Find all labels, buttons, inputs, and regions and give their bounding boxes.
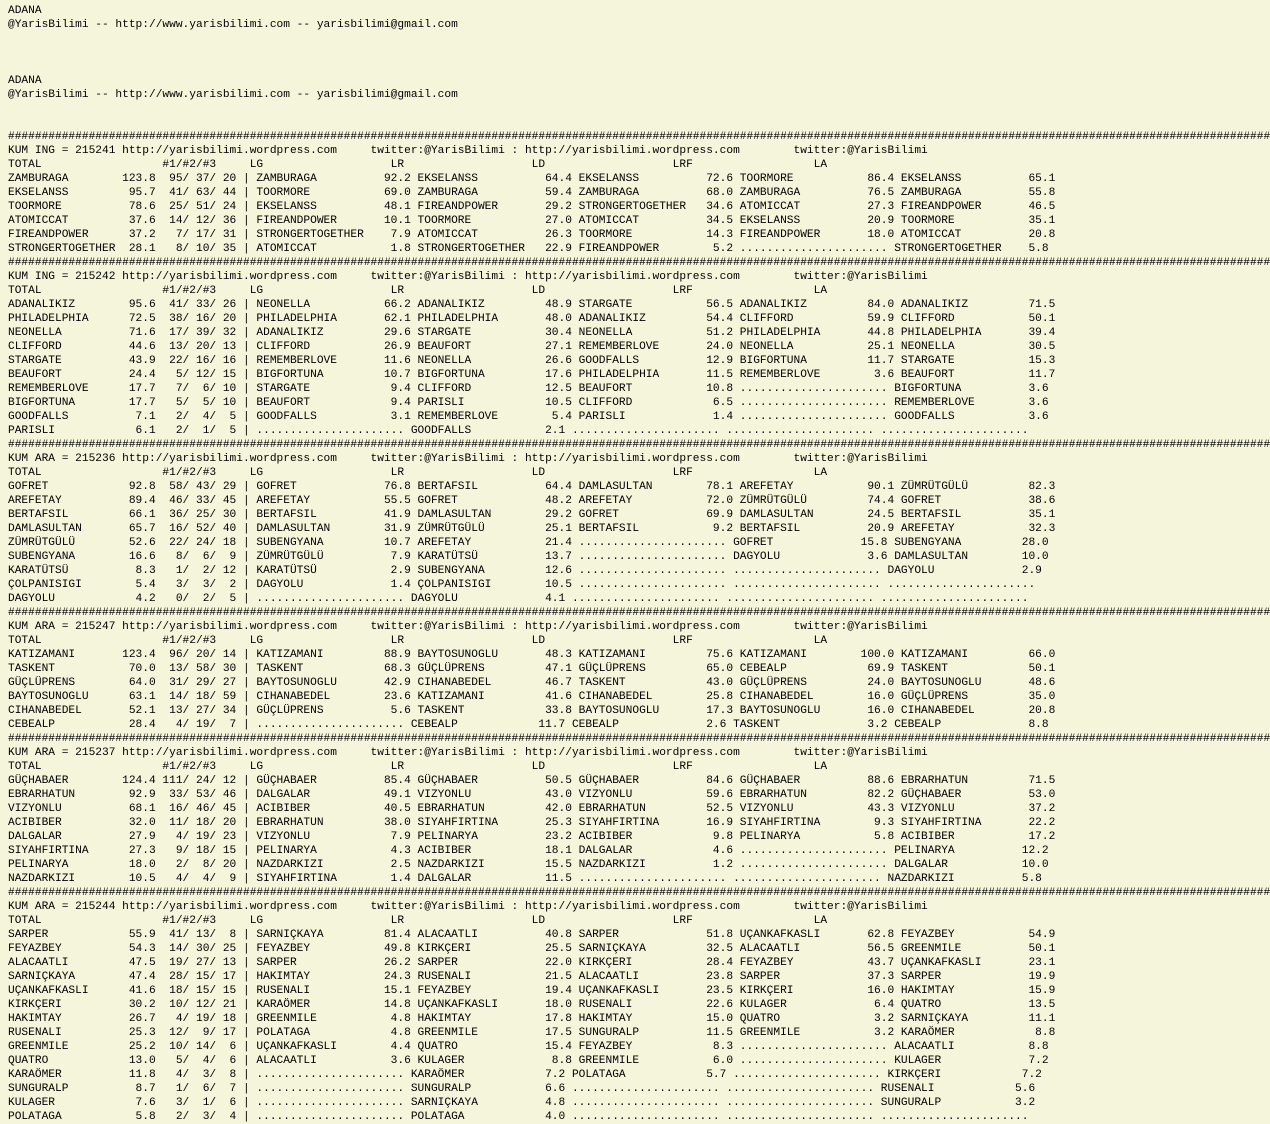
- report-line: TOTAL #1/#2/#3 LG LR LD LRF LA: [8, 159, 828, 171]
- report-line: @YarisBilimi -- http://www.yarisbilimi.com -- yarisbilimi@gmail.com: [8, 89, 458, 101]
- report-line: TOTAL #1/#2/#3 LG LR LD LRF LA: [8, 761, 828, 773]
- report-line: SARPER 55.9 41/ 13/ 8 | SARNIÇKAYA 81.4 ALACAATLI 40.8 SARPER 51.8 UÇANKAFKASLI 62.8 FEYAZBEY 54.9: [8, 929, 1056, 941]
- report-line: ACIBIBER 32.0 11/ 18/ 20 | EBRARHATUN 38.0 SIYAHFIRTINA 25.3 SIYAHFIRTINA 16.9 SIYAHFIRTINA 9.3 SIYAHFIRTINA 22.2: [8, 817, 1056, 829]
- report-line: [8, 60, 1073, 74]
- report-line: GOFRET 92.8 58/ 43/ 29 | GOFRET 76.8 BERTAFSIL 64.4 DAMLASULTAN 78.1 AREFETAY 90.1 ZÜMRÜTGÜLÜ 82.3: [8, 481, 1056, 493]
- report-line: [8, 32, 1073, 46]
- report-line: QUATRO 13.0 5/ 4/ 6 | ALACAATLI 3.6 KULAGER 8.8 GREENMILE 6.0 ...................... KULAGER 7.2: [8, 1055, 1049, 1067]
- report-line: GREENMILE 25.2 10/ 14/ 6 | UÇANKAFKASLI 4.4 QUATRO 15.4 FEYAZBEY 8.3 ...................... ALACAATLI 8.8: [8, 1041, 1049, 1053]
- report-line: ADANA: [8, 75, 42, 87]
- report-line: [8, 116, 1073, 130]
- report-line: ############################################################################################################################################################################################: [8, 887, 1270, 899]
- report-line: NAZDARKIZI 10.5 4/ 4/ 9 | SIYAHFIRTINA 1.4 DALGALAR 11.5 ...................... ...................... NAZDARKIZI 5.8: [8, 873, 1042, 885]
- report-line: KIRKÇERI 30.2 10/ 12/ 21 | KARAÖMER 14.8 UÇANKAFKASLI 18.0 RUSENALI 22.6 KULAGER 6.4 QUATRO 13.5: [8, 999, 1056, 1011]
- report-line: KUM ARA = 215237 http://yarisbilimi.wordpress.com twitter:@YarisBilimi : http://yarisbilimi.wordpress.com twitter:@YarisBilimi: [8, 747, 928, 759]
- report-line: TASKENT 70.0 13/ 58/ 30 | TASKENT 68.3 GÜÇLÜPRENS 47.1 GÜÇLÜPRENS 65.0 CEBEALP 69.9 TASKENT 50.1: [8, 663, 1056, 675]
- report-line: PHILADELPHIA 72.5 38/ 16/ 20 | PHILADELPHIA 62.1 PHILADELPHIA 48.0 ADANALIKIZ 54.4 CLIFFORD 59.9 CLIFFORD 50.1: [8, 313, 1056, 325]
- report-line: EBRARHATUN 92.9 33/ 53/ 46 | DALGALAR 49.1 VIZYONLU 43.0 VIZYONLU 59.6 EBRARHATUN 82.2 GÜÇHABAER 53.0: [8, 789, 1056, 801]
- report-line: ADANA: [8, 5, 42, 17]
- report-line: CIHANABEDEL 52.1 13/ 27/ 34 | GÜÇLÜPRENS 5.6 TASKENT 33.8 BAYTOSUNOGLU 17.3 BAYTOSUNOGLU 16.0 CIHANABEDEL 20.8: [8, 705, 1056, 717]
- report-line: PELINARYA 18.0 2/ 8/ 20 | NAZDARKIZI 2.5 NAZDARKIZI 15.5 NAZDARKIZI 1.2 ...................... DALGALAR 10.0: [8, 859, 1049, 871]
- report-line: ############################################################################################################################################################################################: [8, 733, 1270, 745]
- report-line: GÜÇHABAER 124.4 111/ 24/ 12 | GÜÇHABAER 85.4 GÜÇHABAER 50.5 GÜÇHABAER 84.6 GÜÇHABAER 88.6 EBRARHATUN 71.5: [8, 775, 1056, 787]
- report-line: SUBENGYANA 16.6 8/ 6/ 9 | ZÜMRÜTGÜLÜ 7.9 KARATÜTSÜ 13.7 ...................... DAGYOLU 3.6 DAMLASULTAN 10.0: [8, 551, 1049, 563]
- report-line: ALACAATLI 47.5 19/ 27/ 13 | SARPER 26.2 SARPER 22.0 KIRKÇERI 28.4 FEYAZBEY 43.7 UÇANKAFKASLI 23.1: [8, 957, 1056, 969]
- report-line: ############################################################################################################################################################################################: [8, 439, 1270, 451]
- report-line: [8, 102, 1073, 116]
- report-line: DALGALAR 27.9 4/ 19/ 23 | VIZYONLU 7.9 PELINARYA 23.2 ACIBIBER 9.8 PELINARYA 5.8 ACIBIBER 17.2: [8, 831, 1056, 843]
- report-line: KUM ING = 215241 http://yarisbilimi.wordpress.com twitter:@YarisBilimi : http://yarisbilimi.wordpress.com twitter:@YarisBilimi: [8, 145, 928, 157]
- report-line: TOTAL #1/#2/#3 LG LR LD LRF LA: [8, 635, 828, 647]
- report-line: NEONELLA 71.6 17/ 39/ 32 | ADANALIKIZ 29.6 STARGATE 30.4 NEONELLA 51.2 PHILADELPHIA 44.8 PHILADELPHIA 39.4: [8, 327, 1056, 339]
- report-line: STARGATE 43.9 22/ 16/ 16 | REMEMBERLOVE 11.6 NEONELLA 26.6 GOODFALLS 12.9 BIGFORTUNA 11.7 STARGATE 15.3: [8, 355, 1056, 367]
- report-line: RUSENALI 25.3 12/ 9/ 17 | POLATAGA 4.8 GREENMILE 17.5 SUNGURALP 11.5 GREENMILE 3.2 KARAÖMER 8.8: [8, 1027, 1056, 1039]
- report-line: KUM ARA = 215236 http://yarisbilimi.wordpress.com twitter:@YarisBilimi : http://yarisbilimi.wordpress.com twitter:@YarisBilimi: [8, 453, 928, 465]
- report-line: CEBEALP 28.4 4/ 19/ 7 | ...................... CEBEALP 11.7 CEBEALP 2.6 TASKENT 3.2 CEBEALP 8.8: [8, 719, 1049, 731]
- report-line: PARISLI 6.1 2/ 1/ 5 | ...................... GOODFALLS 2.1 ...................... ...................... ......................: [8, 425, 1029, 437]
- report-line: TOTAL #1/#2/#3 LG LR LD LRF LA: [8, 285, 828, 297]
- report-line: KARAÖMER 11.8 4/ 3/ 8 | ...................... KARAÖMER 7.2 POLATAGA 5.7 ...................... KIRKÇERI 7.2: [8, 1069, 1042, 1081]
- report-line: STRONGERTOGETHER 28.1 8/ 10/ 35 | ATOMICCAT 1.8 STRONGERTOGETHER 22.9 FIREANDPOWER 5.2 ...................... STRONGERTOGETHER 5.8: [8, 243, 1049, 255]
- report-line: [8, 46, 1073, 60]
- report-line: DAMLASULTAN 65.7 16/ 52/ 40 | DAMLASULTAN 31.9 ZÜMRÜTGÜLÜ 25.1 BERTAFSIL 9.2 BERTAFSIL 20.9 AREFETAY 32.3: [8, 523, 1056, 535]
- report-line: BAYTOSUNOGLU 63.1 14/ 18/ 59 | CIHANABEDEL 23.6 KATIZAMANI 41.6 CIHANABEDEL 25.8 CIHANABEDEL 16.0 GÜÇLÜPRENS 35.0: [8, 691, 1056, 703]
- report-line: ############################################################################################################################################################################################: [8, 607, 1270, 619]
- report-line: ############################################################################################################################################################################################: [8, 257, 1270, 269]
- report-line: DAGYOLU 4.2 0/ 2/ 5 | ...................... DAGYOLU 4.1 ...................... ...................... ......................: [8, 593, 1029, 605]
- report-line: BIGFORTUNA 17.7 5/ 5/ 10 | BEAUFORT 9.4 PARISLI 10.5 CLIFFORD 6.5 ...................... REMEMBERLOVE 3.6: [8, 397, 1049, 409]
- report-line: FEYAZBEY 54.3 14/ 30/ 25 | FEYAZBEY 49.8 KIRKÇERI 25.5 SARNIÇKAYA 32.5 ALACAATLI 56.5 GREENMILE 50.1: [8, 943, 1056, 955]
- report-line: KUM ARA = 215247 http://yarisbilimi.wordpress.com twitter:@YarisBilimi : http://yarisbilimi.wordpress.com twitter:@YarisBilimi: [8, 621, 928, 633]
- report-line: ADANALIKIZ 95.6 41/ 33/ 26 | NEONELLA 66.2 ADANALIKIZ 48.9 STARGATE 56.5 ADANALIKIZ 84.0 ADANALIKIZ 71.5: [8, 299, 1056, 311]
- report-line: KATIZAMANI 123.4 96/ 20/ 14 | KATIZAMANI 88.9 BAYTOSUNOGLU 48.3 KATIZAMANI 75.6 KATIZAMANI 100.0 KATIZAMANI 66.0: [8, 649, 1056, 661]
- report-line: BERTAFSIL 66.1 36/ 25/ 30 | BERTAFSIL 41.9 DAMLASULTAN 29.2 GOFRET 69.9 DAMLASULTAN 24.5 BERTAFSIL 35.1: [8, 509, 1056, 521]
- report-line: ############################################################################################################################################################################################: [8, 131, 1270, 143]
- report-line: GÜÇLÜPRENS 64.0 31/ 29/ 27 | BAYTOSUNOGLU 42.9 CIHANABEDEL 46.7 TASKENT 43.0 GÜÇLÜPRENS 24.0 BAYTOSUNOGLU 48.6: [8, 677, 1056, 689]
- report-line: VIZYONLU 68.1 16/ 46/ 45 | ACIBIBER 40.5 EBRARHATUN 42.0 EBRARHATUN 52.5 VIZYONLU 43.3 VIZYONLU 37.2: [8, 803, 1056, 815]
- report-line: KARATÜTSÜ 8.3 1/ 2/ 12 | KARATÜTSÜ 2.9 SUBENGYANA 12.6 ...................... ...................... DAGYOLU 2.9: [8, 565, 1042, 577]
- report-line: REMEMBERLOVE 17.7 7/ 6/ 10 | STARGATE 9.4 CLIFFORD 12.5 BEAUFORT 10.8 ...................... BIGFORTUNA 3.6: [8, 383, 1049, 395]
- report-line: ATOMICCAT 37.6 14/ 12/ 36 | FIREANDPOWER 10.1 TOORMORE 27.0 ATOMICCAT 34.5 EKSELANSS 20.9 TOORMORE 35.1: [8, 215, 1056, 227]
- report-line: POLATAGA 5.8 2/ 3/ 4 | ...................... POLATAGA 4.0 ...................... ...................... ......................: [8, 1111, 1029, 1123]
- report-line: KULAGER 7.6 3/ 1/ 6 | ...................... SARNIÇKAYA 4.8 ...................... ...................... SUNGURALP 3.2: [8, 1097, 1036, 1109]
- report-line: KUM ING = 215242 http://yarisbilimi.wordpress.com twitter:@YarisBilimi : http://yarisbilimi.wordpress.com twitter:@YarisBilimi: [8, 271, 928, 283]
- report-line: TOORMORE 78.6 25/ 51/ 24 | EKSELANSS 48.1 FIREANDPOWER 29.2 STRONGERTOGETHER 34.6 ATOMICCAT 27.3 FIREANDPOWER 46.5: [8, 201, 1056, 213]
- report-line: SARNIÇKAYA 47.4 28/ 15/ 17 | HAKIMTAY 24.3 RUSENALI 21.5 ALACAATLI 23.8 SARPER 37.3 SARPER 19.9: [8, 971, 1056, 983]
- report-line: @YarisBilimi -- http://www.yarisbilimi.com -- yarisbilimi@gmail.com: [8, 19, 458, 31]
- report-line: ZAMBURAGA 123.8 95/ 37/ 20 | ZAMBURAGA 92.2 EKSELANSS 64.4 EKSELANSS 72.6 TOORMORE 86.4 EKSELANSS 65.1: [8, 173, 1056, 185]
- report-line: UÇANKAFKASLI 41.6 18/ 15/ 15 | RUSENALI 15.1 FEYAZBEY 19.4 UÇANKAFKASLI 23.5 KIRKÇERI 16.0 HAKIMTAY 15.9: [8, 985, 1056, 997]
- report-line: FIREANDPOWER 37.2 7/ 17/ 31 | STRONGERTOGETHER 7.9 ATOMICCAT 26.3 TOORMORE 14.3 FIREANDPOWER 18.0 ATOMICCAT 20.8: [8, 229, 1056, 241]
- report-line: TOTAL #1/#2/#3 LG LR LD LRF LA: [8, 915, 828, 927]
- report-line: SIYAHFIRTINA 27.3 9/ 18/ 15 | PELINARYA 4.3 ACIBIBER 18.1 DALGALAR 4.6 ...................... PELINARYA 12.2: [8, 845, 1049, 857]
- report-line: KUM ARA = 215244 http://yarisbilimi.wordpress.com twitter:@YarisBilimi : http://yarisbilimi.wordpress.com twitter:@YarisBilimi: [8, 901, 928, 913]
- report-line: AREFETAY 89.4 46/ 33/ 45 | AREFETAY 55.5 GOFRET 48.2 AREFETAY 72.0 ZÜMRÜTGÜLÜ 74.4 GOFRET 38.6: [8, 495, 1056, 507]
- report-line: ÇOLPANISIGI 5.4 3/ 3/ 2 | DAGYOLU 1.4 ÇOLPANISIGI 10.5 ...................... ...................... ......................: [8, 579, 1036, 591]
- report-line: ZÜMRÜTGÜLÜ 52.6 22/ 24/ 18 | SUBENGYANA 10.7 AREFETAY 21.4 ...................... GOFRET 15.8 SUBENGYANA 28.0: [8, 537, 1049, 549]
- report-line: HAKIMTAY 26.7 4/ 19/ 18 | GREENMILE 4.8 HAKIMTAY 17.8 HAKIMTAY 15.0 QUATRO 3.2 SARNIÇKAYA 11.1: [8, 1013, 1056, 1025]
- report-line: CLIFFORD 44.6 13/ 20/ 13 | CLIFFORD 26.9 BEAUFORT 27.1 REMEMBERLOVE 24.0 NEONELLA 25.1 NEONELLA 30.5: [8, 341, 1056, 353]
- report-line: TOTAL #1/#2/#3 LG LR LD LRF LA: [8, 467, 828, 479]
- report-line: GOODFALLS 7.1 2/ 4/ 5 | GOODFALLS 3.1 REMEMBERLOVE 5.4 PARISLI 1.4 ...................... GOODFALLS 3.6: [8, 411, 1049, 423]
- report-line: SUNGURALP 8.7 1/ 6/ 7 | ...................... SUNGURALP 6.6 ...................... ...................... RUSENALI 5.6: [8, 1083, 1036, 1095]
- report-line: EKSELANSS 95.7 41/ 63/ 44 | TOORMORE 69.0 ZAMBURAGA 59.4 ZAMBURAGA 68.0 ZAMBURAGA 76.5 ZAMBURAGA 55.8: [8, 187, 1056, 199]
- report-line: BEAUFORT 24.4 5/ 12/ 15 | BIGFORTUNA 10.7 BIGFORTUNA 17.6 PHILADELPHIA 11.5 REMEMBERLOVE 3.6 BEAUFORT 11.7: [8, 369, 1056, 381]
